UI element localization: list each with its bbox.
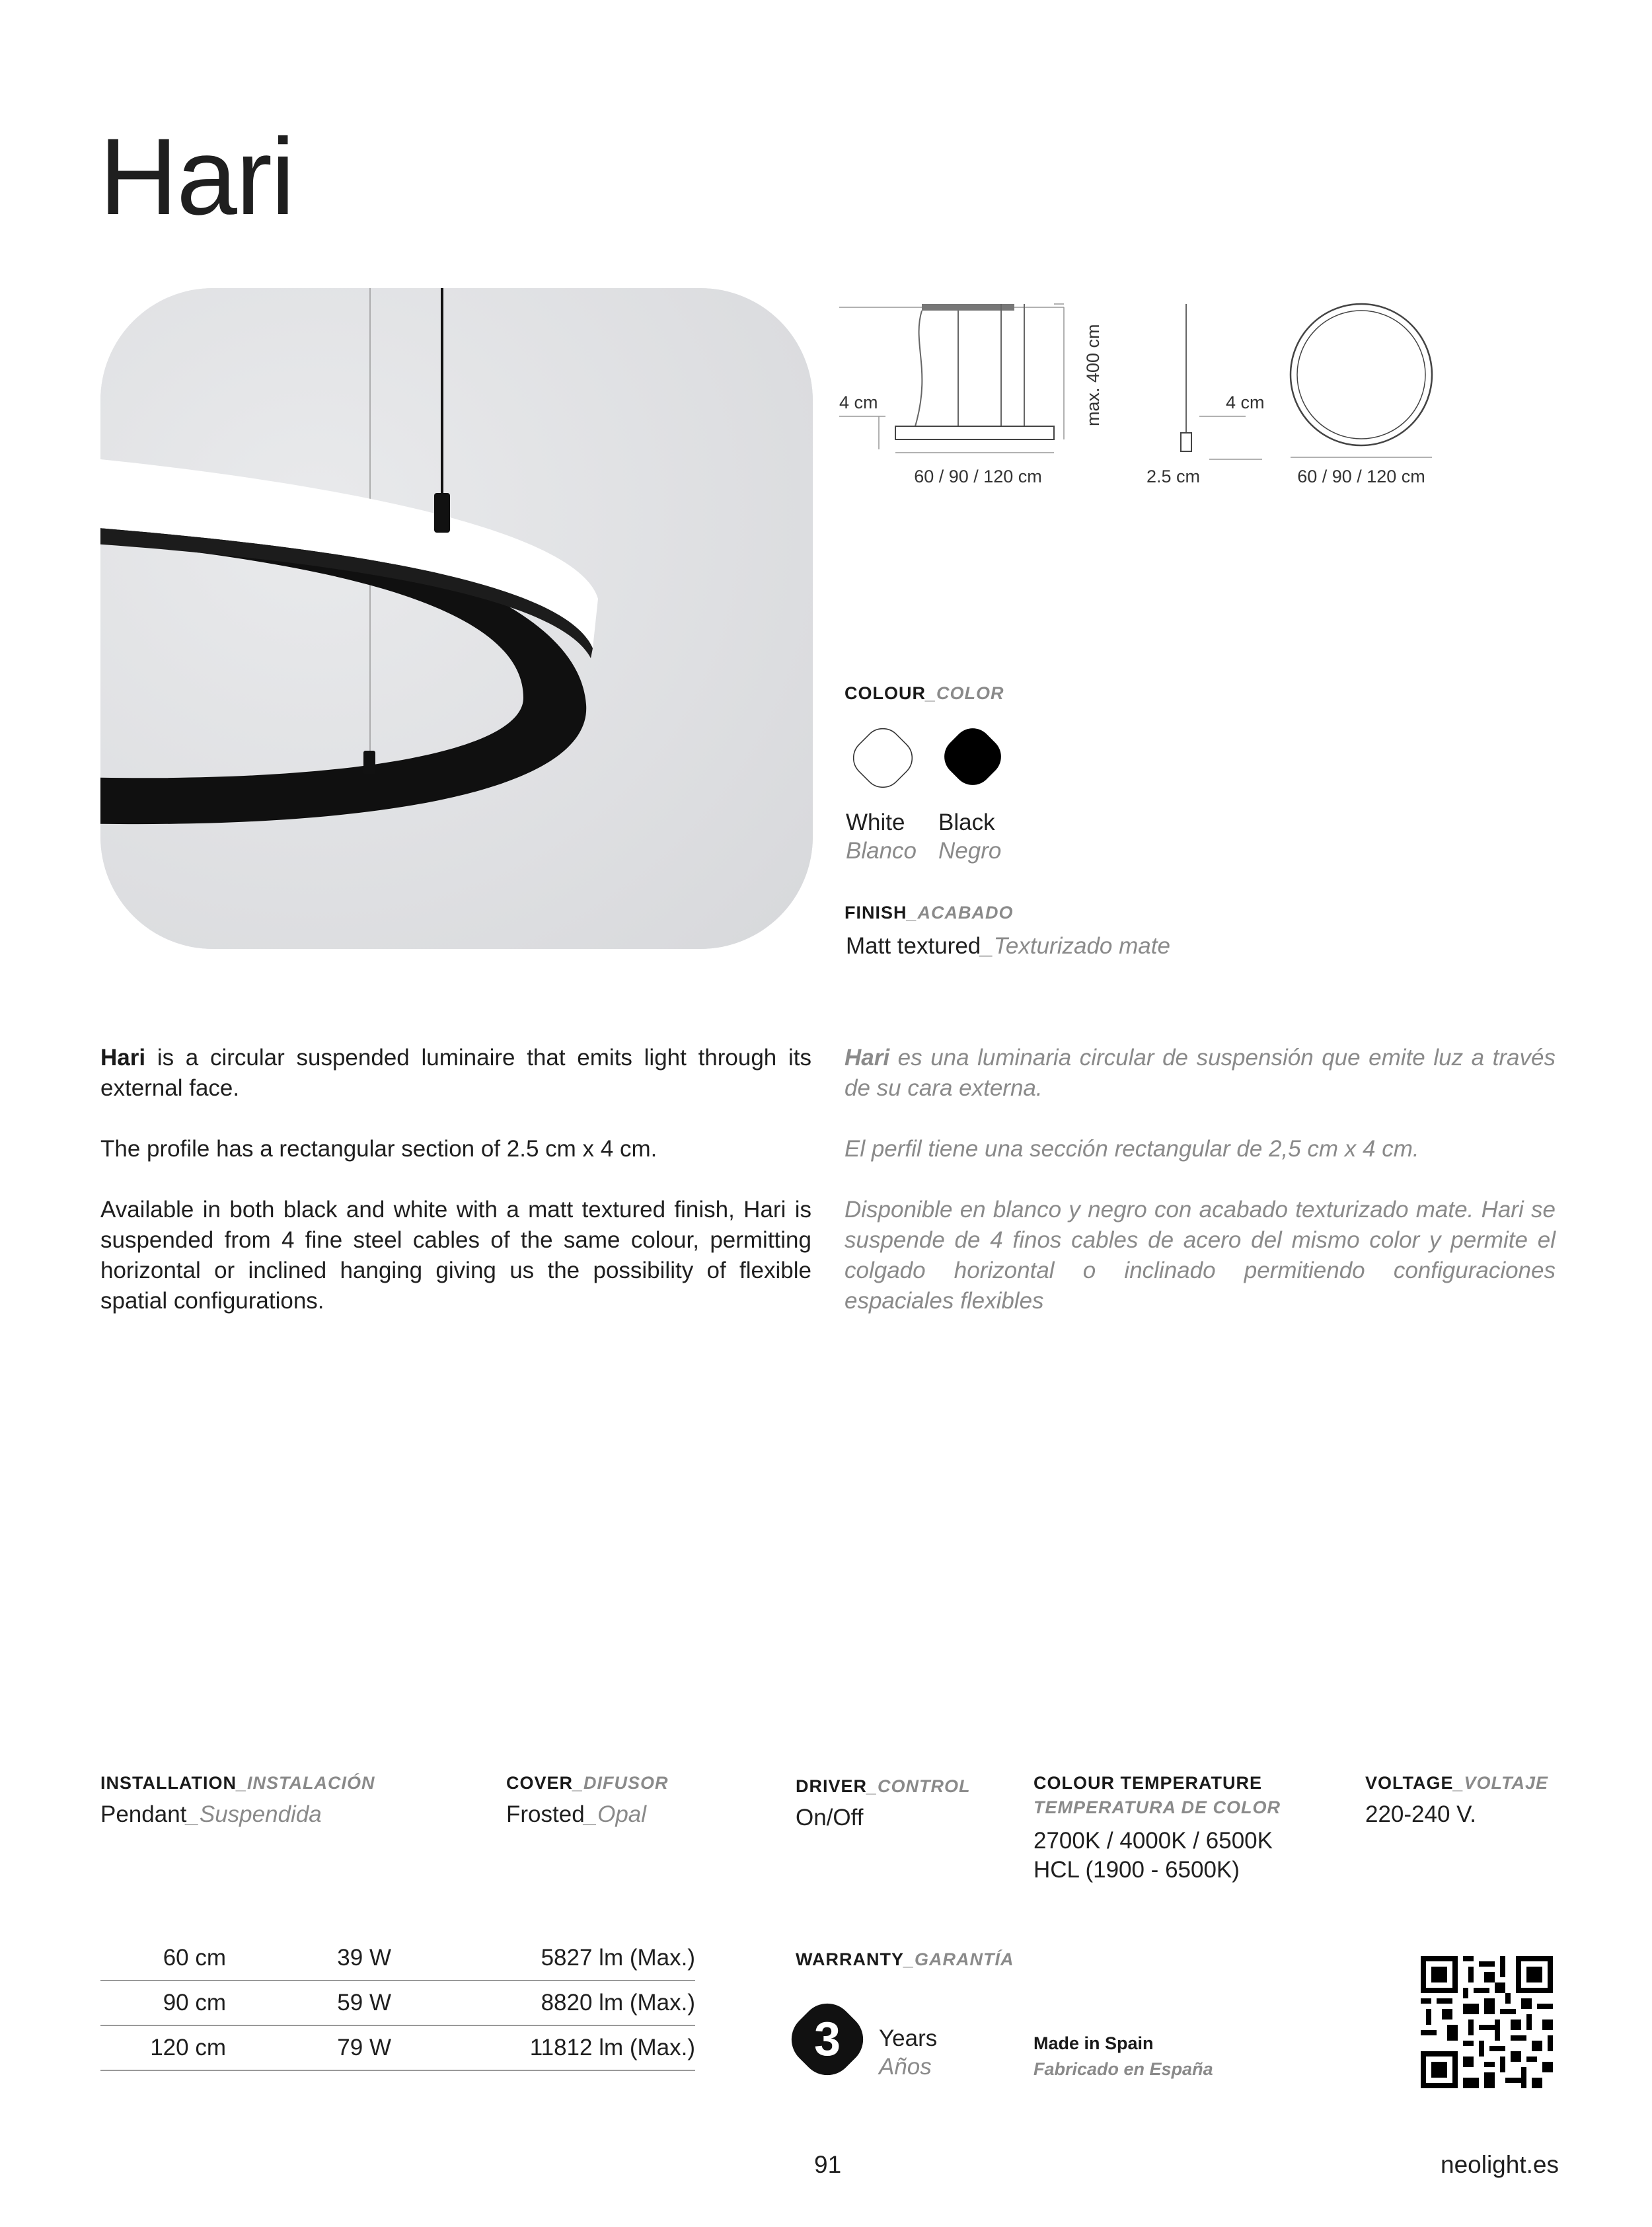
driver-value: On/Off	[796, 1805, 864, 1831]
warranty-label: WARRANTY_GARANTÍA	[796, 1949, 1014, 1969]
dim-side-height: 4 cm	[1226, 393, 1265, 412]
warranty-years-es: Años	[879, 2054, 932, 2080]
table-row	[100, 1936, 695, 1981]
installation-label: INSTALLATION_INSTALACIÓN	[100, 1773, 375, 1793]
page-title: Hari	[99, 116, 294, 237]
description-es-p1: Hari es una luminaria circular de suspensión que emite luz a través de su cara externa.	[845, 1045, 1556, 1101]
warranty-years-number: 3	[813, 2013, 841, 2066]
driver-label: DRIVER_CONTROL	[796, 1776, 971, 1796]
cover-label: COVER_DIFUSOR	[506, 1773, 669, 1793]
page-number: 91	[814, 2151, 842, 2178]
dim-front-width: 60 / 90 / 120 cm	[914, 467, 1042, 486]
dim-top-diameter: 60 / 90 / 120 cm	[1297, 467, 1425, 486]
table-cell-watts: 39 W	[226, 1936, 391, 1981]
table-cell-size: 120 cm	[100, 2025, 226, 2070]
colour-black-name-es: Negro	[938, 838, 1002, 864]
colour-temperature-line2: HCL (1900 - 6500K)	[1033, 1857, 1240, 1883]
description-en-p3: Available in both black and white with a matt textured finish, Hari is suspended from 4 fine steel cables of the same colour, permitting horizontal or inclined hanging giving us the possibility of flexible spatial configurations.	[100, 1197, 811, 1314]
made-in-spain-es: Fabricado en España	[1033, 2059, 1213, 2079]
qr-code-icon	[1421, 1956, 1553, 2088]
colour-temperature-label: COLOUR TEMPERATURE	[1033, 1773, 1262, 1793]
table-cell-size: 60 cm	[100, 1936, 226, 1981]
cover-value: Frosted_Opal	[506, 1801, 647, 1827]
voltage-label: VOLTAGE_VOLTAJE	[1365, 1773, 1549, 1793]
description-en-p2: The profile has a rectangular section of 2.5 cm x 4 cm.	[100, 1136, 657, 1162]
website-link[interactable]: neolight.es	[1441, 2151, 1559, 2178]
colour-black-name: Black	[938, 810, 995, 835]
description-es-p3: Disponible en blanco y negro con acabado texturizado mate. Hari se suspende de 4 finos cables de acero del mismo color y permite el colgado horizontal o inclinado permitiendo configuraciones espaciales flexibles	[845, 1197, 1556, 1314]
colour-temperature-label-es: TEMPERATURA DE COLOR	[1033, 1797, 1281, 1817]
description-en-p1: Hari is a circular suspended luminaire that emits light through its external face.	[100, 1045, 811, 1101]
finish-value: Matt textured_Texturizado mate	[846, 933, 1170, 959]
product-photo	[100, 288, 813, 949]
colour-label: COLOUR_COLOR	[845, 683, 1004, 703]
warranty-years: Years	[879, 2025, 938, 2051]
colour-swatch-black[interactable]	[936, 720, 1009, 793]
installation-value: Pendant_Suspendida	[100, 1801, 322, 1827]
dim-side-depth: 2.5 cm	[1146, 467, 1201, 486]
description-en	[100, 1043, 811, 1347]
dimension-drawings	[839, 291, 1500, 502]
table-row	[100, 1981, 695, 2025]
table-cell-watts: 79 W	[226, 2025, 391, 2070]
table-cell-lumens: 5827 lm (Max.)	[391, 1936, 695, 1981]
table-cell-watts: 59 W	[226, 1981, 391, 2025]
description-es	[845, 1043, 1556, 1347]
power-table	[100, 1936, 695, 2071]
table-row	[100, 2025, 695, 2070]
description-es-p2: El perfil tiene una sección rectangular de 2,5 cm x 4 cm.	[845, 1136, 1419, 1162]
hari-luminaire-image	[100, 288, 813, 949]
finish-label: FINISH_ACABADO	[845, 903, 1014, 923]
dim-left-side: 4 cm	[839, 393, 878, 412]
colour-white-name: White	[846, 810, 905, 835]
colour-swatch-white[interactable]	[845, 720, 921, 796]
dim-height: max. 400 cm	[1083, 324, 1103, 426]
table-cell-size: 90 cm	[100, 1981, 226, 2025]
voltage-value: 220-240 V.	[1365, 1801, 1477, 1827]
colour-white-name-es: Blanco	[846, 838, 917, 864]
made-in-spain: Made in Spain	[1033, 2033, 1154, 2053]
table-cell-lumens: 11812 lm (Max.)	[391, 2025, 695, 2070]
table-cell-lumens: 8820 lm (Max.)	[391, 1981, 695, 2025]
colour-temperature-line1: 2700K / 4000K / 6500K	[1033, 1828, 1273, 1854]
